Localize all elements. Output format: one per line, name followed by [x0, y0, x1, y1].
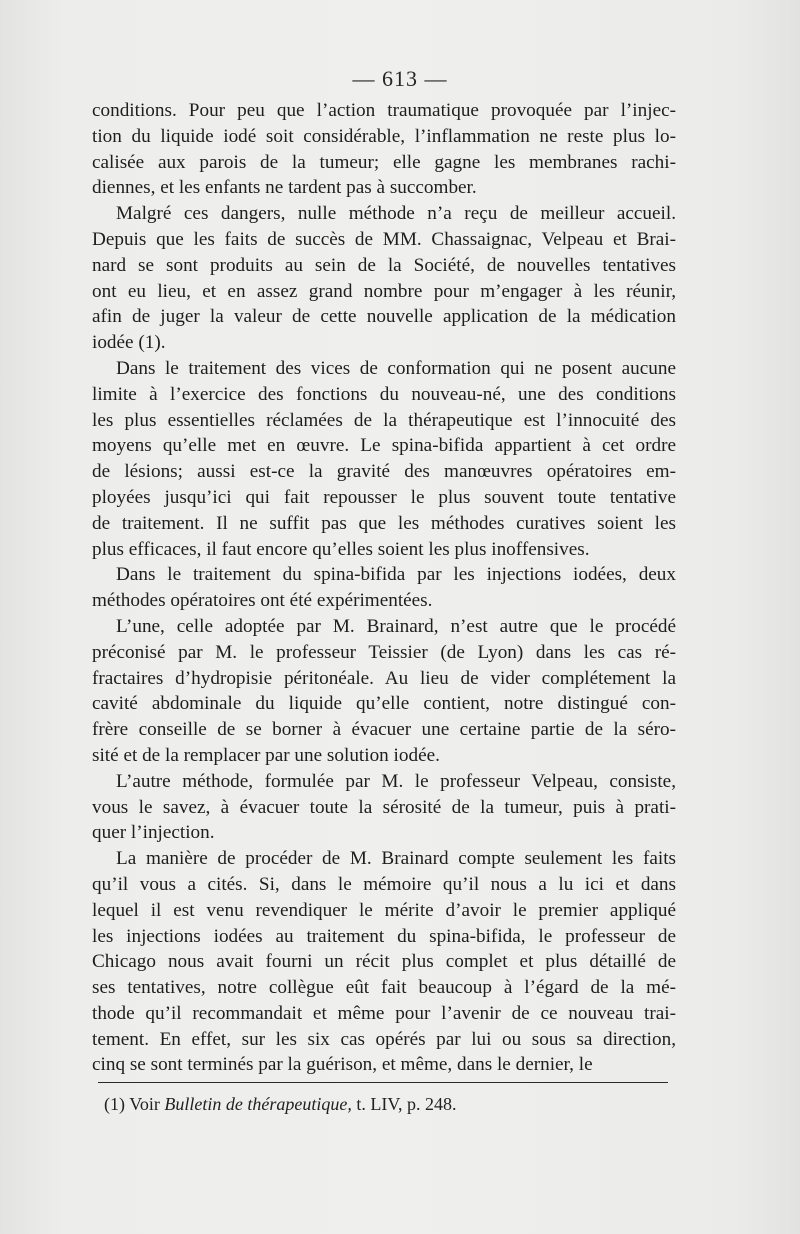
text-line: de traitement. Il ne suffit pas que les méthodes curatives soient les — [92, 512, 676, 534]
footnote — [104, 1094, 457, 1115]
text-line: moyens qu’elle met en œuvre. Le spina-bifida appartient à cet ordre — [92, 435, 676, 457]
text-line: cinq se sont terminés par la guérison, et même, dans le dernier, le — [92, 1054, 593, 1076]
text-line: tement. En effet, sur les six cas opérés par lui ou sous sa direction, — [92, 1028, 676, 1050]
text-line: cavité abdominale du liquide qu’elle contient, notre distingué con- — [92, 693, 676, 715]
page-number: — 613 — — [352, 66, 448, 91]
text-line: calisée aux parois de la tumeur; elle gagne les membranes rachi- — [92, 151, 676, 173]
footnote-prefix: Voir — [129, 1094, 160, 1114]
text-line: L’autre méthode, formulée par M. le professeur Velpeau, consiste, — [116, 770, 676, 792]
text-line: quer l’injection. — [92, 822, 215, 844]
footnote-marker: (1) — [104, 1094, 125, 1114]
footnote-title: Bulletin de thérapeutique, — [164, 1094, 352, 1114]
text-line: Depuis que les faits de succès de MM. Chassaignac, Velpeau et Brai- — [92, 228, 676, 250]
text-line: iodée (1). — [92, 332, 166, 354]
text-line: lequel il est venu revendiquer le mérite d’avoir le premier appliqué — [92, 899, 676, 921]
text-line: tion du liquide iodé soit considérable, l’inflammation ne reste plus lo- — [92, 125, 676, 147]
text-line: conditions. Pour peu que l’action traumatique provoquée par l’injec- — [92, 100, 676, 121]
text-line: L’une, celle adoptée par M. Brainard, n’est autre que le procédé — [116, 615, 676, 637]
text-line: thode qu’il recommandait et même pour l’avenir de ce nouveau trai- — [92, 1002, 676, 1024]
text-line: nard se sont produits au sein de la Société, de nouvelles tentatives — [92, 254, 676, 276]
text-line: Dans le traitement du spina-bifida par les injections iodées, deux — [116, 564, 676, 586]
text-line: limite à l’exercice des fonctions du nouveau-né, une des conditions — [92, 383, 676, 405]
text-line: ses tentatives, notre collègue eût fait beaucoup à l’égard de la mé- — [92, 977, 676, 999]
text-line: plus efficaces, il faut encore qu’elles soient les plus inoffensives. — [92, 538, 590, 560]
text-line: méthodes opératoires ont été expérimentées. — [92, 590, 433, 612]
text-line: ployées jusqu’ici qui fait repousser le plus souvent toute tentative — [92, 486, 676, 508]
footnote-divider — [98, 1082, 668, 1083]
text-line: La manière de procéder de M. Brainard compte seulement les faits — [116, 848, 676, 870]
text-line: les plus essentielles réclamées de la thérapeutique est l’innocuité des — [92, 409, 676, 431]
text-line: qu’il vous a cités. Si, dans le mémoire qu’il nous a lu ici et dans — [92, 873, 676, 895]
body-text — [92, 98, 676, 1078]
text-line: afin de juger la valeur de cette nouvelle application de la médication — [92, 306, 676, 328]
text-line: préconisé par M. le professeur Teissier (de Lyon) dans les cas ré- — [92, 641, 676, 663]
text-line: Dans le traitement des vices de conformation qui ne posent aucune — [116, 357, 676, 379]
text-line: de lésions; aussi est-ce la gravité des manœuvres opératoires em- — [92, 461, 676, 483]
text-line: Malgré ces dangers, nulle méthode n’a reçu de meilleur accueil. — [116, 203, 676, 225]
text-line: Chicago nous avait fourni un récit plus complet et plus détaillé de — [92, 951, 676, 973]
text-line: frère conseille de se borner à évacuer une certaine partie de la séro- — [92, 719, 676, 741]
text-line: fractaires d’hydropisie péritonéale. Au lieu de vider complétement la — [92, 667, 676, 689]
text-line: diennes, et les enfants ne tardent pas à succomber. — [92, 177, 477, 199]
footnote-reference: t. LIV, p. 248. — [356, 1094, 457, 1114]
text-line: les injections iodées au traitement du spina-bifida, le professeur de — [92, 925, 676, 947]
text-line: ont eu lieu, et en assez grand nombre pour m’engager à les réunir, — [92, 280, 676, 302]
text-line: vous le savez, à évacuer toute la sérosité de la tumeur, puis à prati- — [92, 796, 676, 818]
text-line: sité et de la remplacer par une solution iodée. — [92, 744, 440, 766]
